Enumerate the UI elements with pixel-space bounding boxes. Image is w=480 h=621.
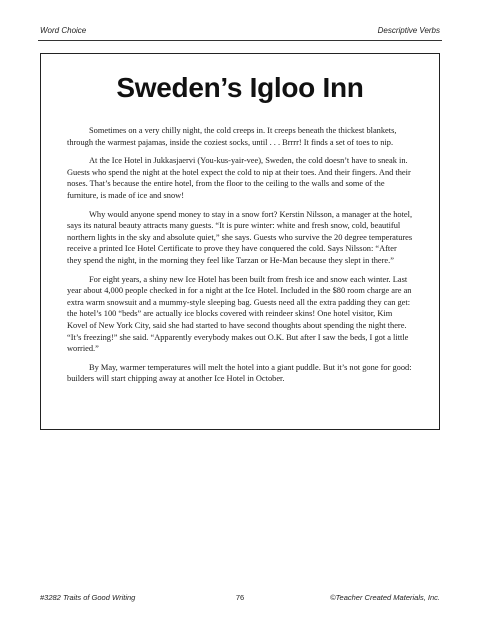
paragraph-2: At the Ice Hotel in Jukkasjaervi (You-kus-yair-vee), Sweden, the cold doesn’t have to sneak in. Guests who spend the night at the hotel expect the cold to nip at their toes. And their fingers. And their noses. That’s because the entire hotel, from the floor to the ceiling to the walls and some of the furniture, is made of ice and snow! (67, 156, 411, 200)
paragraph-4: For eight years, a shiny new Ice Hotel has been built from fresh ice and snow each winter. Last year about 4,000 people checked in for a night at the Ice Hotel. Included in the $80 room charge are an extra warm snowsuit and a mummy-style sleeping bag. Guests need all the extra padding they can get: the hotel’s 100 “beds” are actually ice blocks covered with reindeer skins! One hotel visitor, Kim Kovel of New York City, said she had started to have second thoughts about spending the night there. “It’s freezing!” she said. “Apparently everybody makes out O.K. But after I saw the beds, I got a little worried.” (67, 274, 412, 354)
header-rule (38, 40, 442, 41)
article-body (67, 125, 413, 392)
article-box (40, 53, 440, 430)
header-section-label: Word Choice (40, 26, 87, 35)
paragraph-1: Sometimes on a very chilly night, the cold creeps in. It creeps beneath the thickest blankets, through the warmest pajamas, inside the coziest socks, until . . . Brrrr! It finds a set of toes to nip. (67, 126, 397, 147)
footer-page-number: 76 (235, 593, 245, 602)
article-title: Sweden’s Igloo Inn (116, 72, 364, 103)
paragraph-5: By May, warmer temperatures will melt the hotel into a giant puddle. But it’s not gone for good: builders will start chipping away at another Ice Hotel in October. (67, 362, 412, 384)
footer-book-title: #3282 Traits of Good Writing (40, 593, 136, 602)
footer-copyright: ©Teacher Created Materials, Inc. (330, 593, 440, 602)
paragraph-3: Why would anyone spend money to stay in a snow fort? Kerstin Nilsson, a manager at the hotel, says its natural beauty attracts many guests. “It is pure winter: white and fresh snow, cold, beautiful northern lights in the sky and absolute quiet,” she says. Guests who survive the 20 degree temperatures receive a printed Ice Hotel Certificate to prove they have conquered the cold. Says Nilsson: “After they spend the night, in the morning they feel like Tarzan or He-Man because they slept in there.” (67, 209, 413, 265)
header-topic-label: Descriptive Verbs (377, 26, 440, 35)
